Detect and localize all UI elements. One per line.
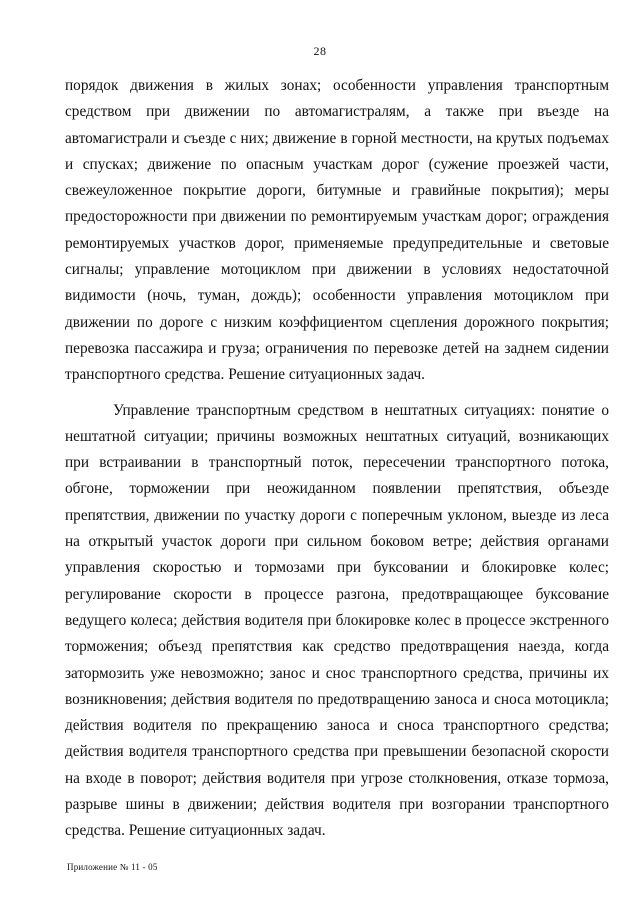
- paragraph-continuation: порядок движения в жилых зонах; особенности управления транспортным средством при движении по автомагистралям, а также при въезде на автомагистрали и съезде с них; движение в горной местности, на крутых подъемах и спусках; движение по опасным участкам дорог (сужение проезжей части, свежеуложенное покрытие дороги, битумные и гравийные покрытия); меры предосторожности при движении по ремонтируемым участкам дорог; ограждения ремонтируемых участков дорог, применяемые предупредительные и световые сигналы; управление мотоциклом при движении в условиях недостаточной видимости (ночь, туман, дождь); особенности управления мотоциклом при движении по дороге с низким коэффициентом сцепления дорожного покрытия; перевозка пассажира и груза; ограничения по перевозке детей на заднем сидении транспортного средства. Решение ситуационных задач.: [65, 77, 609, 384]
- paragraph-emergency-situations: Управление транспортным средством в нештатных ситуациях: понятие о нештатной ситуации; причины возможных нештатных ситуаций, возникающих при встраивании в транспортный поток, пересечении транспортного потока, обгоне, торможении при неожиданном появлении препятствия, объезде препятствия, движении по участку дороги с поперечным уклоном, выезде из леса на открытый участок дороги при сильном боковом ветре; действия органами управления скоростью и тормозами при буксовании и блокировке колес; регулирование скорости в процессе разгона, предотвращающее буксование ведущего колеса; действия водителя при блокировке колес в процессе экстренного торможения; объезд препятствия как средство предотвращения наезда, когда затормозить уже невозможно; занос и снос транспортного средства, причины их возникновения; действия водителя по предотвращению заноса и сноса мотоцикла; действия водителя по прекращению заноса и сноса транспортного средства; действия водителя транспортного средства при превышении безопасной скорости на входе в поворот; действия водителя при угрозе столкновения, отказе тормоза, разрыве шины в движении; действия водителя при возгорании транспортного средства. Решение ситуационных задач.: [65, 401, 609, 840]
- page-number: 28: [313, 44, 327, 58]
- footer-note: Приложение № 11 - 05: [67, 862, 158, 872]
- body-text: [65, 73, 609, 845]
